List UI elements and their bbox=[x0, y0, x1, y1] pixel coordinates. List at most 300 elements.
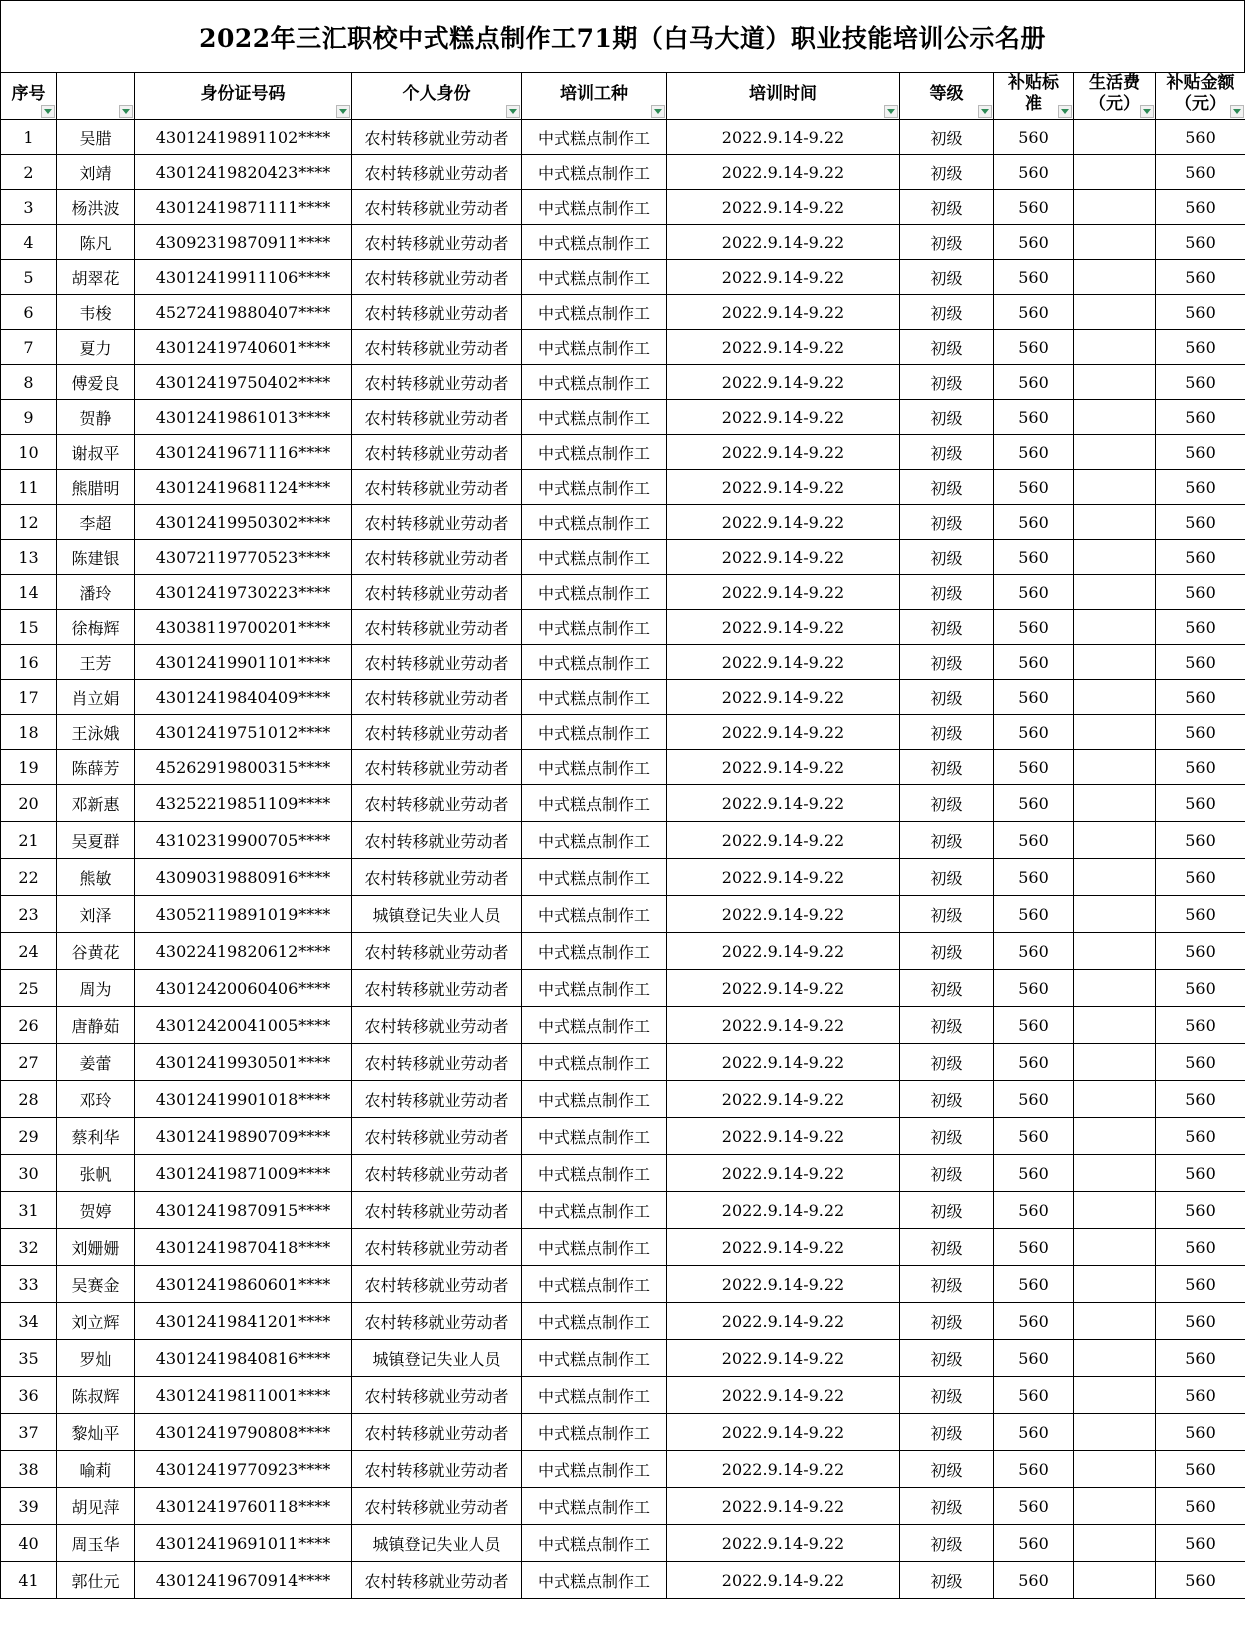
cell-level[interactable]: 初级 bbox=[900, 822, 994, 859]
cell-subsidy-amount[interactable]: 560 bbox=[1156, 750, 1245, 785]
filter-dropdown-icon[interactable] bbox=[119, 105, 133, 118]
cell-level[interactable]: 初级 bbox=[900, 750, 994, 785]
cell-level[interactable]: 初级 bbox=[900, 575, 994, 610]
cell-identity[interactable]: 农村转移就业劳动者 bbox=[352, 540, 522, 575]
cell-training-time[interactable]: 2022.9.14-9.22 bbox=[667, 540, 900, 575]
cell-level[interactable]: 初级 bbox=[900, 225, 994, 260]
cell-subsidy-standard[interactable]: 560 bbox=[994, 822, 1074, 859]
cell-trade[interactable]: 中式糕点制作工 bbox=[522, 540, 667, 575]
cell-id-number[interactable]: 43090319880916**** bbox=[135, 859, 352, 896]
cell-trade[interactable]: 中式糕点制作工 bbox=[522, 1081, 667, 1118]
cell-trade[interactable]: 中式糕点制作工 bbox=[522, 1192, 667, 1229]
cell-training-time[interactable]: 2022.9.14-9.22 bbox=[667, 1340, 900, 1377]
cell-training-time[interactable]: 2022.9.14-9.22 bbox=[667, 970, 900, 1007]
cell-subsidy-standard[interactable]: 560 bbox=[994, 330, 1074, 365]
cell-subsidy-standard[interactable]: 560 bbox=[994, 1044, 1074, 1081]
cell-trade[interactable]: 中式糕点制作工 bbox=[522, 610, 667, 645]
cell-name[interactable]: 肖立娟 bbox=[57, 680, 135, 715]
cell-trade[interactable]: 中式糕点制作工 bbox=[522, 822, 667, 859]
cell-id-number[interactable]: 43102319900705**** bbox=[135, 822, 352, 859]
cell-identity[interactable]: 农村转移就业劳动者 bbox=[352, 190, 522, 225]
cell-name[interactable]: 吴腊 bbox=[57, 120, 135, 155]
cell-seq[interactable]: 34 bbox=[1, 1303, 57, 1340]
cell-subsidy-amount[interactable]: 560 bbox=[1156, 680, 1245, 715]
cell-identity[interactable]: 农村转移就业劳动者 bbox=[352, 1118, 522, 1155]
cell-trade[interactable]: 中式糕点制作工 bbox=[522, 1414, 667, 1451]
cell-identity[interactable]: 农村转移就业劳动者 bbox=[352, 1007, 522, 1044]
cell-name[interactable]: 熊腊明 bbox=[57, 470, 135, 505]
cell-level[interactable]: 初级 bbox=[900, 365, 994, 400]
cell-living-cost[interactable] bbox=[1074, 933, 1156, 970]
cell-living-cost[interactable] bbox=[1074, 1525, 1156, 1562]
cell-trade[interactable]: 中式糕点制作工 bbox=[522, 295, 667, 330]
cell-trade[interactable]: 中式糕点制作工 bbox=[522, 470, 667, 505]
cell-training-time[interactable]: 2022.9.14-9.22 bbox=[667, 505, 900, 540]
cell-subsidy-amount[interactable]: 560 bbox=[1156, 190, 1245, 225]
cell-living-cost[interactable] bbox=[1074, 470, 1156, 505]
filter-dropdown-icon[interactable] bbox=[336, 105, 350, 118]
cell-id-number[interactable]: 43012419891102**** bbox=[135, 120, 352, 155]
cell-name[interactable]: 傅爱良 bbox=[57, 365, 135, 400]
cell-subsidy-standard[interactable]: 560 bbox=[994, 1525, 1074, 1562]
cell-subsidy-standard[interactable]: 560 bbox=[994, 400, 1074, 435]
cell-subsidy-standard[interactable]: 560 bbox=[994, 575, 1074, 610]
cell-seq[interactable]: 7 bbox=[1, 330, 57, 365]
filter-dropdown-icon[interactable] bbox=[1058, 105, 1072, 118]
cell-subsidy-amount[interactable]: 560 bbox=[1156, 505, 1245, 540]
cell-training-time[interactable]: 2022.9.14-9.22 bbox=[667, 260, 900, 295]
cell-level[interactable]: 初级 bbox=[900, 933, 994, 970]
cell-training-time[interactable]: 2022.9.14-9.22 bbox=[667, 1155, 900, 1192]
cell-living-cost[interactable] bbox=[1074, 575, 1156, 610]
filter-dropdown-icon[interactable] bbox=[978, 105, 992, 118]
cell-identity[interactable]: 城镇登记失业人员 bbox=[352, 1340, 522, 1377]
cell-subsidy-amount[interactable]: 560 bbox=[1156, 540, 1245, 575]
filter-dropdown-icon[interactable] bbox=[1140, 105, 1154, 118]
cell-trade[interactable]: 中式糕点制作工 bbox=[522, 715, 667, 750]
cell-training-time[interactable]: 2022.9.14-9.22 bbox=[667, 120, 900, 155]
cell-identity[interactable]: 农村转移就业劳动者 bbox=[352, 470, 522, 505]
cell-living-cost[interactable] bbox=[1074, 1118, 1156, 1155]
cell-subsidy-standard[interactable]: 560 bbox=[994, 470, 1074, 505]
cell-subsidy-amount[interactable]: 560 bbox=[1156, 715, 1245, 750]
cell-name[interactable]: 姜蕾 bbox=[57, 1044, 135, 1081]
cell-trade[interactable]: 中式糕点制作工 bbox=[522, 785, 667, 822]
cell-level[interactable]: 初级 bbox=[900, 400, 994, 435]
cell-subsidy-amount[interactable]: 560 bbox=[1156, 225, 1245, 260]
cell-level[interactable]: 初级 bbox=[900, 1562, 994, 1599]
cell-seq[interactable]: 20 bbox=[1, 785, 57, 822]
cell-subsidy-amount[interactable]: 560 bbox=[1156, 970, 1245, 1007]
cell-level[interactable]: 初级 bbox=[900, 970, 994, 1007]
cell-name[interactable]: 黎灿平 bbox=[57, 1414, 135, 1451]
cell-subsidy-standard[interactable]: 560 bbox=[994, 1340, 1074, 1377]
cell-subsidy-standard[interactable]: 560 bbox=[994, 610, 1074, 645]
cell-subsidy-amount[interactable]: 560 bbox=[1156, 1488, 1245, 1525]
cell-id-number[interactable]: 43012419790808**** bbox=[135, 1414, 352, 1451]
cell-subsidy-standard[interactable]: 560 bbox=[994, 1488, 1074, 1525]
cell-seq[interactable]: 4 bbox=[1, 225, 57, 260]
cell-subsidy-standard[interactable]: 560 bbox=[994, 540, 1074, 575]
cell-name[interactable]: 刘泽 bbox=[57, 896, 135, 933]
cell-training-time[interactable]: 2022.9.14-9.22 bbox=[667, 470, 900, 505]
cell-trade[interactable]: 中式糕点制作工 bbox=[522, 575, 667, 610]
cell-level[interactable]: 初级 bbox=[900, 610, 994, 645]
cell-id-number[interactable]: 43012419901101**** bbox=[135, 645, 352, 680]
cell-level[interactable]: 初级 bbox=[900, 540, 994, 575]
cell-identity[interactable]: 农村转移就业劳动者 bbox=[352, 680, 522, 715]
cell-id-number[interactable]: 43012419671116**** bbox=[135, 435, 352, 470]
cell-subsidy-amount[interactable]: 560 bbox=[1156, 260, 1245, 295]
cell-name[interactable]: 罗灿 bbox=[57, 1340, 135, 1377]
cell-id-number[interactable]: 43012419950302**** bbox=[135, 505, 352, 540]
cell-subsidy-amount[interactable]: 560 bbox=[1156, 1562, 1245, 1599]
cell-level[interactable]: 初级 bbox=[900, 1451, 994, 1488]
cell-living-cost[interactable] bbox=[1074, 1192, 1156, 1229]
cell-seq[interactable]: 13 bbox=[1, 540, 57, 575]
cell-identity[interactable]: 农村转移就业劳动者 bbox=[352, 330, 522, 365]
cell-training-time[interactable]: 2022.9.14-9.22 bbox=[667, 645, 900, 680]
cell-level[interactable]: 初级 bbox=[900, 1044, 994, 1081]
cell-living-cost[interactable] bbox=[1074, 1414, 1156, 1451]
cell-living-cost[interactable] bbox=[1074, 1229, 1156, 1266]
cell-level[interactable]: 初级 bbox=[900, 190, 994, 225]
cell-seq[interactable]: 40 bbox=[1, 1525, 57, 1562]
cell-subsidy-amount[interactable]: 560 bbox=[1156, 1155, 1245, 1192]
cell-seq[interactable]: 5 bbox=[1, 260, 57, 295]
cell-name[interactable]: 蔡利华 bbox=[57, 1118, 135, 1155]
cell-living-cost[interactable] bbox=[1074, 822, 1156, 859]
cell-living-cost[interactable] bbox=[1074, 645, 1156, 680]
cell-training-time[interactable]: 2022.9.14-9.22 bbox=[667, 859, 900, 896]
cell-training-time[interactable]: 2022.9.14-9.22 bbox=[667, 1081, 900, 1118]
cell-training-time[interactable]: 2022.9.14-9.22 bbox=[667, 1414, 900, 1451]
cell-subsidy-standard[interactable]: 560 bbox=[994, 1414, 1074, 1451]
cell-seq[interactable]: 36 bbox=[1, 1377, 57, 1414]
cell-subsidy-amount[interactable]: 560 bbox=[1156, 1377, 1245, 1414]
cell-name[interactable]: 刘靖 bbox=[57, 155, 135, 190]
cell-identity[interactable]: 农村转移就业劳动者 bbox=[352, 1266, 522, 1303]
cell-name[interactable]: 周玉华 bbox=[57, 1525, 135, 1562]
cell-level[interactable]: 初级 bbox=[900, 260, 994, 295]
cell-identity[interactable]: 农村转移就业劳动者 bbox=[352, 750, 522, 785]
cell-seq[interactable]: 11 bbox=[1, 470, 57, 505]
cell-seq[interactable]: 8 bbox=[1, 365, 57, 400]
cell-living-cost[interactable] bbox=[1074, 540, 1156, 575]
cell-seq[interactable]: 39 bbox=[1, 1488, 57, 1525]
cell-training-time[interactable]: 2022.9.14-9.22 bbox=[667, 575, 900, 610]
cell-trade[interactable]: 中式糕点制作工 bbox=[522, 365, 667, 400]
cell-trade[interactable]: 中式糕点制作工 bbox=[522, 1340, 667, 1377]
cell-identity[interactable]: 农村转移就业劳动者 bbox=[352, 155, 522, 190]
cell-training-time[interactable]: 2022.9.14-9.22 bbox=[667, 225, 900, 260]
cell-trade[interactable]: 中式糕点制作工 bbox=[522, 1303, 667, 1340]
cell-trade[interactable]: 中式糕点制作工 bbox=[522, 225, 667, 260]
cell-seq[interactable]: 3 bbox=[1, 190, 57, 225]
cell-subsidy-amount[interactable]: 560 bbox=[1156, 470, 1245, 505]
cell-trade[interactable]: 中式糕点制作工 bbox=[522, 859, 667, 896]
cell-name[interactable]: 张帆 bbox=[57, 1155, 135, 1192]
cell-subsidy-amount[interactable]: 560 bbox=[1156, 1414, 1245, 1451]
cell-name[interactable]: 唐静茹 bbox=[57, 1007, 135, 1044]
cell-identity[interactable]: 城镇登记失业人员 bbox=[352, 1525, 522, 1562]
cell-subsidy-standard[interactable]: 560 bbox=[994, 365, 1074, 400]
cell-level[interactable]: 初级 bbox=[900, 1488, 994, 1525]
cell-living-cost[interactable] bbox=[1074, 1044, 1156, 1081]
cell-subsidy-amount[interactable]: 560 bbox=[1156, 155, 1245, 190]
cell-trade[interactable]: 中式糕点制作工 bbox=[522, 260, 667, 295]
cell-living-cost[interactable] bbox=[1074, 295, 1156, 330]
cell-seq[interactable]: 6 bbox=[1, 295, 57, 330]
cell-level[interactable]: 初级 bbox=[900, 1414, 994, 1451]
cell-subsidy-standard[interactable]: 560 bbox=[994, 680, 1074, 715]
cell-living-cost[interactable] bbox=[1074, 435, 1156, 470]
cell-subsidy-standard[interactable]: 560 bbox=[994, 896, 1074, 933]
cell-id-number[interactable]: 43012419861013**** bbox=[135, 400, 352, 435]
cell-id-number[interactable]: 43252219851109**** bbox=[135, 785, 352, 822]
cell-trade[interactable]: 中式糕点制作工 bbox=[522, 330, 667, 365]
cell-seq[interactable]: 2 bbox=[1, 155, 57, 190]
cell-training-time[interactable]: 2022.9.14-9.22 bbox=[667, 1562, 900, 1599]
cell-id-number[interactable]: 43012419911106**** bbox=[135, 260, 352, 295]
cell-level[interactable]: 初级 bbox=[900, 785, 994, 822]
cell-subsidy-standard[interactable]: 560 bbox=[994, 120, 1074, 155]
cell-trade[interactable]: 中式糕点制作工 bbox=[522, 896, 667, 933]
cell-name[interactable]: 陈薛芳 bbox=[57, 750, 135, 785]
cell-subsidy-amount[interactable]: 560 bbox=[1156, 933, 1245, 970]
cell-training-time[interactable]: 2022.9.14-9.22 bbox=[667, 933, 900, 970]
cell-training-time[interactable]: 2022.9.14-9.22 bbox=[667, 400, 900, 435]
cell-subsidy-amount[interactable]: 560 bbox=[1156, 400, 1245, 435]
cell-name[interactable]: 刘姗姗 bbox=[57, 1229, 135, 1266]
cell-name[interactable]: 吴赛金 bbox=[57, 1266, 135, 1303]
cell-identity[interactable]: 农村转移就业劳动者 bbox=[352, 1192, 522, 1229]
cell-seq[interactable]: 17 bbox=[1, 680, 57, 715]
cell-name[interactable]: 杨洪波 bbox=[57, 190, 135, 225]
cell-level[interactable]: 初级 bbox=[900, 859, 994, 896]
cell-id-number[interactable]: 43012419840816**** bbox=[135, 1340, 352, 1377]
cell-name[interactable]: 韦梭 bbox=[57, 295, 135, 330]
cell-trade[interactable]: 中式糕点制作工 bbox=[522, 1155, 667, 1192]
cell-seq[interactable]: 18 bbox=[1, 715, 57, 750]
cell-name[interactable]: 陈叔辉 bbox=[57, 1377, 135, 1414]
cell-subsidy-standard[interactable]: 560 bbox=[994, 295, 1074, 330]
cell-subsidy-standard[interactable]: 560 bbox=[994, 190, 1074, 225]
cell-subsidy-standard[interactable]: 560 bbox=[994, 1451, 1074, 1488]
cell-living-cost[interactable] bbox=[1074, 610, 1156, 645]
cell-identity[interactable]: 农村转移就业劳动者 bbox=[352, 1044, 522, 1081]
cell-living-cost[interactable] bbox=[1074, 750, 1156, 785]
cell-subsidy-standard[interactable]: 560 bbox=[994, 1266, 1074, 1303]
cell-id-number[interactable]: 43012419760118**** bbox=[135, 1488, 352, 1525]
cell-id-number[interactable]: 43012419871111**** bbox=[135, 190, 352, 225]
cell-living-cost[interactable] bbox=[1074, 896, 1156, 933]
cell-trade[interactable]: 中式糕点制作工 bbox=[522, 190, 667, 225]
cell-name[interactable]: 王泳娥 bbox=[57, 715, 135, 750]
cell-subsidy-standard[interactable]: 560 bbox=[994, 1118, 1074, 1155]
cell-level[interactable]: 初级 bbox=[900, 1303, 994, 1340]
cell-level[interactable]: 初级 bbox=[900, 470, 994, 505]
cell-identity[interactable]: 农村转移就业劳动者 bbox=[352, 1229, 522, 1266]
cell-identity[interactable]: 农村转移就业劳动者 bbox=[352, 120, 522, 155]
cell-living-cost[interactable] bbox=[1074, 859, 1156, 896]
cell-subsidy-amount[interactable]: 560 bbox=[1156, 610, 1245, 645]
cell-living-cost[interactable] bbox=[1074, 680, 1156, 715]
cell-id-number[interactable]: 43012419740601**** bbox=[135, 330, 352, 365]
cell-trade[interactable]: 中式糕点制作工 bbox=[522, 1044, 667, 1081]
cell-name[interactable]: 李超 bbox=[57, 505, 135, 540]
cell-subsidy-amount[interactable]: 560 bbox=[1156, 330, 1245, 365]
cell-level[interactable]: 初级 bbox=[900, 896, 994, 933]
cell-name[interactable]: 刘立辉 bbox=[57, 1303, 135, 1340]
cell-training-time[interactable]: 2022.9.14-9.22 bbox=[667, 190, 900, 225]
cell-living-cost[interactable] bbox=[1074, 1377, 1156, 1414]
cell-trade[interactable]: 中式糕点制作工 bbox=[522, 933, 667, 970]
cell-living-cost[interactable] bbox=[1074, 1007, 1156, 1044]
cell-subsidy-standard[interactable]: 560 bbox=[994, 933, 1074, 970]
cell-training-time[interactable]: 2022.9.14-9.22 bbox=[667, 896, 900, 933]
cell-training-time[interactable]: 2022.9.14-9.22 bbox=[667, 1451, 900, 1488]
cell-id-number[interactable]: 43012419840409**** bbox=[135, 680, 352, 715]
cell-living-cost[interactable] bbox=[1074, 155, 1156, 190]
cell-name[interactable]: 陈凡 bbox=[57, 225, 135, 260]
cell-id-number[interactable]: 43012419870915**** bbox=[135, 1192, 352, 1229]
filter-dropdown-icon[interactable] bbox=[506, 105, 520, 118]
cell-subsidy-amount[interactable]: 560 bbox=[1156, 1118, 1245, 1155]
cell-trade[interactable]: 中式糕点制作工 bbox=[522, 120, 667, 155]
cell-subsidy-standard[interactable]: 560 bbox=[994, 1229, 1074, 1266]
cell-seq[interactable]: 41 bbox=[1, 1562, 57, 1599]
cell-subsidy-amount[interactable]: 560 bbox=[1156, 1303, 1245, 1340]
cell-level[interactable]: 初级 bbox=[900, 680, 994, 715]
cell-name[interactable]: 胡翠花 bbox=[57, 260, 135, 295]
cell-training-time[interactable]: 2022.9.14-9.22 bbox=[667, 1044, 900, 1081]
cell-living-cost[interactable] bbox=[1074, 225, 1156, 260]
cell-level[interactable]: 初级 bbox=[900, 330, 994, 365]
cell-identity[interactable]: 农村转移就业劳动者 bbox=[352, 1562, 522, 1599]
cell-name[interactable]: 周为 bbox=[57, 970, 135, 1007]
cell-training-time[interactable]: 2022.9.14-9.22 bbox=[667, 365, 900, 400]
cell-id-number[interactable]: 43012419890709**** bbox=[135, 1118, 352, 1155]
cell-seq[interactable]: 10 bbox=[1, 435, 57, 470]
cell-subsidy-standard[interactable]: 560 bbox=[994, 715, 1074, 750]
cell-trade[interactable]: 中式糕点制作工 bbox=[522, 1007, 667, 1044]
cell-trade[interactable]: 中式糕点制作工 bbox=[522, 1562, 667, 1599]
cell-level[interactable]: 初级 bbox=[900, 155, 994, 190]
cell-level[interactable]: 初级 bbox=[900, 1081, 994, 1118]
cell-name[interactable]: 潘玲 bbox=[57, 575, 135, 610]
cell-name[interactable]: 徐梅辉 bbox=[57, 610, 135, 645]
cell-identity[interactable]: 农村转移就业劳动者 bbox=[352, 970, 522, 1007]
cell-identity[interactable]: 城镇登记失业人员 bbox=[352, 896, 522, 933]
cell-identity[interactable]: 农村转移就业劳动者 bbox=[352, 1303, 522, 1340]
filter-dropdown-icon[interactable] bbox=[884, 105, 898, 118]
cell-training-time[interactable]: 2022.9.14-9.22 bbox=[667, 680, 900, 715]
cell-training-time[interactable]: 2022.9.14-9.22 bbox=[667, 155, 900, 190]
cell-id-number[interactable]: 43012419670914**** bbox=[135, 1562, 352, 1599]
cell-id-number[interactable]: 43012419871009**** bbox=[135, 1155, 352, 1192]
cell-trade[interactable]: 中式糕点制作工 bbox=[522, 1266, 667, 1303]
cell-name[interactable]: 邓新惠 bbox=[57, 785, 135, 822]
cell-identity[interactable]: 农村转移就业劳动者 bbox=[352, 435, 522, 470]
cell-seq[interactable]: 1 bbox=[1, 120, 57, 155]
cell-trade[interactable]: 中式糕点制作工 bbox=[522, 505, 667, 540]
cell-level[interactable]: 初级 bbox=[900, 1118, 994, 1155]
cell-subsidy-standard[interactable]: 560 bbox=[994, 1081, 1074, 1118]
cell-subsidy-standard[interactable]: 560 bbox=[994, 645, 1074, 680]
cell-seq[interactable]: 33 bbox=[1, 1266, 57, 1303]
cell-identity[interactable]: 农村转移就业劳动者 bbox=[352, 1377, 522, 1414]
cell-id-number[interactable]: 43012420060406**** bbox=[135, 970, 352, 1007]
cell-id-number[interactable]: 43072119770523**** bbox=[135, 540, 352, 575]
cell-seq[interactable]: 14 bbox=[1, 575, 57, 610]
cell-subsidy-amount[interactable]: 560 bbox=[1156, 859, 1245, 896]
cell-living-cost[interactable] bbox=[1074, 1340, 1156, 1377]
cell-identity[interactable]: 农村转移就业劳动者 bbox=[352, 505, 522, 540]
cell-trade[interactable]: 中式糕点制作工 bbox=[522, 1229, 667, 1266]
cell-living-cost[interactable] bbox=[1074, 330, 1156, 365]
cell-subsidy-amount[interactable]: 560 bbox=[1156, 120, 1245, 155]
cell-level[interactable]: 初级 bbox=[900, 1377, 994, 1414]
cell-subsidy-standard[interactable]: 560 bbox=[994, 785, 1074, 822]
cell-seq[interactable]: 21 bbox=[1, 822, 57, 859]
cell-name[interactable]: 吴夏群 bbox=[57, 822, 135, 859]
cell-identity[interactable]: 农村转移就业劳动者 bbox=[352, 785, 522, 822]
cell-id-number[interactable]: 43012419681124**** bbox=[135, 470, 352, 505]
cell-training-time[interactable]: 2022.9.14-9.22 bbox=[667, 1192, 900, 1229]
cell-name[interactable]: 喻莉 bbox=[57, 1451, 135, 1488]
cell-level[interactable]: 初级 bbox=[900, 1155, 994, 1192]
cell-name[interactable]: 郭仕元 bbox=[57, 1562, 135, 1599]
cell-identity[interactable]: 农村转移就业劳动者 bbox=[352, 575, 522, 610]
cell-id-number[interactable]: 43012419770923**** bbox=[135, 1451, 352, 1488]
cell-training-time[interactable]: 2022.9.14-9.22 bbox=[667, 822, 900, 859]
cell-seq[interactable]: 25 bbox=[1, 970, 57, 1007]
cell-level[interactable]: 初级 bbox=[900, 1525, 994, 1562]
cell-seq[interactable]: 28 bbox=[1, 1081, 57, 1118]
cell-living-cost[interactable] bbox=[1074, 1081, 1156, 1118]
cell-identity[interactable]: 农村转移就业劳动者 bbox=[352, 400, 522, 435]
cell-level[interactable]: 初级 bbox=[900, 1266, 994, 1303]
cell-name[interactable]: 贺静 bbox=[57, 400, 135, 435]
cell-seq[interactable]: 23 bbox=[1, 896, 57, 933]
cell-training-time[interactable]: 2022.9.14-9.22 bbox=[667, 1229, 900, 1266]
cell-id-number[interactable]: 43012419860601**** bbox=[135, 1266, 352, 1303]
cell-training-time[interactable]: 2022.9.14-9.22 bbox=[667, 610, 900, 645]
cell-subsidy-amount[interactable]: 560 bbox=[1156, 1081, 1245, 1118]
cell-living-cost[interactable] bbox=[1074, 120, 1156, 155]
cell-id-number[interactable]: 43012420041005**** bbox=[135, 1007, 352, 1044]
cell-training-time[interactable]: 2022.9.14-9.22 bbox=[667, 785, 900, 822]
cell-subsidy-standard[interactable]: 560 bbox=[994, 1155, 1074, 1192]
cell-subsidy-amount[interactable]: 560 bbox=[1156, 295, 1245, 330]
cell-living-cost[interactable] bbox=[1074, 1266, 1156, 1303]
cell-id-number[interactable]: 43038119700201**** bbox=[135, 610, 352, 645]
cell-subsidy-amount[interactable]: 560 bbox=[1156, 1229, 1245, 1266]
cell-identity[interactable]: 农村转移就业劳动者 bbox=[352, 1488, 522, 1525]
cell-level[interactable]: 初级 bbox=[900, 120, 994, 155]
cell-identity[interactable]: 农村转移就业劳动者 bbox=[352, 1414, 522, 1451]
cell-living-cost[interactable] bbox=[1074, 190, 1156, 225]
cell-seq[interactable]: 38 bbox=[1, 1451, 57, 1488]
cell-subsidy-standard[interactable]: 560 bbox=[994, 225, 1074, 260]
cell-level[interactable]: 初级 bbox=[900, 435, 994, 470]
cell-trade[interactable]: 中式糕点制作工 bbox=[522, 1525, 667, 1562]
cell-seq[interactable]: 32 bbox=[1, 1229, 57, 1266]
cell-id-number[interactable]: 43012419901018**** bbox=[135, 1081, 352, 1118]
cell-level[interactable]: 初级 bbox=[900, 1340, 994, 1377]
cell-subsidy-standard[interactable]: 560 bbox=[994, 750, 1074, 785]
